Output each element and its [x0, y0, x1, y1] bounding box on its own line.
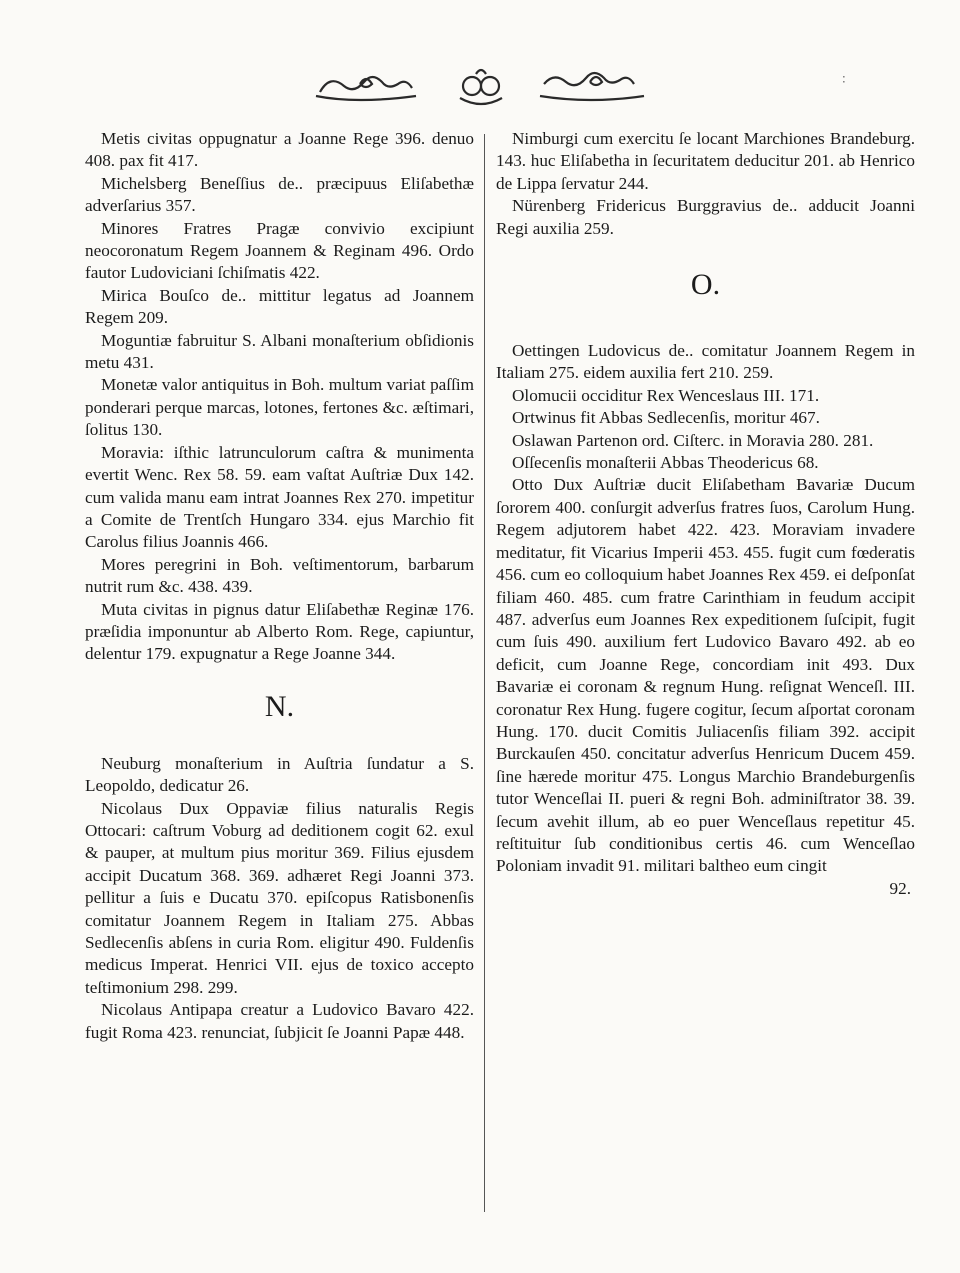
index-page [85, 128, 915, 1238]
header-ornament [300, 62, 660, 112]
index-entry: Muta civitas in pignus datur Eliſabethæ Reginæ 176. præſidia imponuntur ab Alberto Rom. Rege, capiuntur, delentur 179. expugnatur a Rege Joanne 344. [85, 599, 474, 664]
right-column [496, 128, 915, 900]
index-entry: Metis civitas oppugnatur a Joanne Rege 396. denuo 408. pax fit 417. [85, 129, 474, 171]
section-letter-o: O. [690, 268, 721, 302]
index-entry: Nürenberg Fridericus Burggravius de.. adducit Joanni Regi auxilia 259. [496, 196, 915, 238]
index-entry: Otto Dux Auſtriæ ducit Eliſabetham Bavariæ Ducum ſororem 400. conſurgit adverſus fratres ſuos, Carolum Hung. Regem adjutorem habet 422. 423. Moraviam invadere meditatur, fit Vicarius Imperii 453. 455. fugit cum fœderatis 456. cum eo colloquium habet Joannes Rex 459. ei deſponſat filiam 460. 485. cum fratre Carinthiam in feudum accipit 487. adverſus eum Joannes Rex expeditionem ſuſcipit, fugit cum ſuis 490. auxilium fert Ludovico Bavaro 492. ab eo deficit, cum Joanne Rege, concordiam init 493. Dux Bavariæ ei coronam & regnum Hung. reſignat Wenceſl. III. coronatur Rex Hung. fugere cogitur, ſecum aſportat coronam Hung. 170. ducit Comitis Juliacenſis filiam 392. accipit Burckauſen 450. concitatur adverſus Henricum Ducem 459. ſine hærede moritur 475. Longus Marchio Brandeburgenſis tutor Wenceſlai II. pueri & regni Boh. adminiſtrator 38. 39. ſecum avehit illum, ab eo puer Wenceſlaus repetitur 45. reſtituitur ſub conditionibus certis 46. cum Wenceſlao Poloniam invadit 91. militari baltheo eum cingit [496, 475, 915, 876]
index-entry: Oettingen Ludovicus de.. comitatur Joannem Regem in Italiam 275. eidem auxilia fert 210. 259. [496, 341, 915, 383]
page-number: 92. [889, 878, 911, 898]
index-entry: Oſſecenſis monaſterii Abbas Theodericus 68. [512, 453, 819, 473]
column-divider [484, 134, 485, 1212]
margin-mark: ∶ [842, 73, 846, 88]
index-entry: Monetæ valor antiquitus in Boh. multum variat paſſim ponderari perque marcas, lotones, fertones &c. æſtimari, ſolitus 130. [85, 375, 474, 440]
index-entry: Mores peregrini in Boh. veſtimentorum, barbarum nutrit rum &c. 438. 439. [85, 554, 474, 597]
index-entry: Mirica Bouſco de.. mittitur legatus ad Joannem Regem 209. [85, 285, 474, 328]
index-entry: Oslawan Partenon ord. Ciſterc. in Moravia 280. 281. [512, 430, 874, 450]
index-entry: Moravia: iſthic latrunculorum caſtra & munimenta evertit Wenc. Rex 58. 59. eam vaſtat Auſtriæ Dux 142. cum valida manu eam intrat Joannes Rex 270. impetitur a Comite de Trentſch Hungaro 334. ejus Marchio fit Carolus filius Joannis 466. [85, 442, 474, 552]
left-column [85, 128, 474, 1044]
index-entry: Minores Fratres Pragæ convivio excipiunt neocoronatum Regem Joannem & Reginam 496. Ordo fautor Ludoviciani ſchiſmatis 422. [85, 218, 474, 283]
index-entry: Ortwinus fit Abbas Sedlecenſis, moritur 467. [512, 408, 820, 428]
section-letter-n: N. [264, 689, 295, 723]
index-entry: Olomucii occiditur Rex Wenceslaus III. 171. [512, 385, 820, 405]
index-entry: Nimburgi cum exercitu ſe locant Marchiones Brandeburg. 143. huc Eliſabetha in ſecuritatem deducitur 201. ab Henrico de Lippa ſervatur 244. [496, 129, 915, 193]
index-entry: Nicolaus Dux Oppaviæ filius naturalis Regis Ottocari: caſtrum Voburg ad deditionem cogit 62. exul & pauper, at multum pius moritur 369. Filius ejusdem accipit Ducatum 368. 369. adhæret Regi Joanni 373. pellitur a ſuis e Ducatu 370. epiſcopus Ratisbonenſis comitatur Joannem Regem in Italiam 275. Abbas Sedlecenſis abſens in curia Rom. eligitur 490. Fuldenſis medicus Imperat. Henrici VII. ejus de toxico accepto teſtimonium 298. 299. [85, 798, 474, 997]
index-entry: Neuburg monaſterium in Auſtria ſundatur a S. Leopoldo, dedicatur 26. [85, 753, 474, 796]
index-entry: Michelsberg Beneſſius de.. præcipuus Eliſabethæ adverſarius 357. [85, 173, 474, 216]
index-entry: Nicolaus Antipapa creatur a Ludovico Bavaro 422. fugit Roma 423. renunciat, ſubjicit ſe Joanni Papæ 448. [85, 1000, 474, 1042]
index-entry: Moguntiæ fabruitur S. Albani monaſterium obſidionis metu 431. [85, 330, 474, 373]
